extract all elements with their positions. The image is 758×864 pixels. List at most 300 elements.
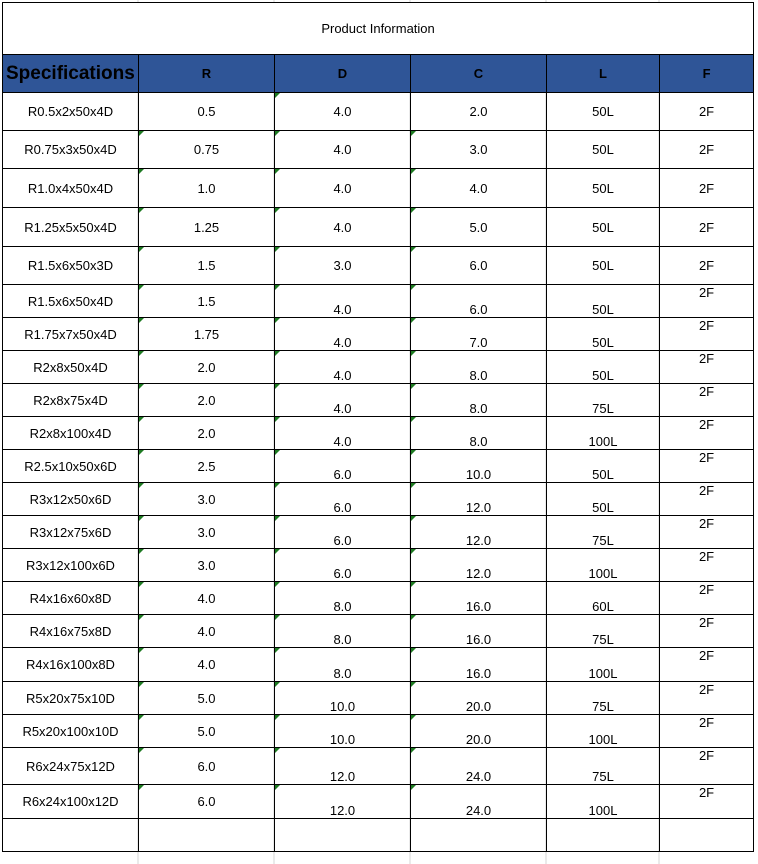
cell-text: 16.0: [465, 599, 492, 614]
empty-cell[interactable]: [275, 819, 411, 852]
f-cell[interactable]: [660, 131, 754, 169]
number-as-text-indicator-icon: [139, 131, 144, 136]
d-cell[interactable]: [275, 648, 411, 682]
number-as-text-indicator-icon: [139, 417, 144, 422]
d-cell[interactable]: [275, 351, 411, 384]
cell-text: 0.75: [193, 142, 220, 157]
cell-text: 6.0: [197, 758, 216, 774]
header-row: [3, 55, 754, 93]
c-cell[interactable]: [411, 516, 547, 549]
cell-text: 8.0: [333, 599, 352, 614]
cell-text: 10.0: [329, 699, 356, 714]
cell-text: R1.75x7x50x4D: [24, 326, 117, 342]
table-row: [3, 417, 754, 450]
r-cell[interactable]: [139, 785, 275, 819]
c-cell[interactable]: [411, 247, 547, 285]
spec-cell[interactable]: [3, 285, 139, 318]
cell-text: 0.5: [197, 104, 216, 119]
number-as-text-indicator-icon: [411, 384, 416, 389]
number-as-text-indicator-icon: [411, 615, 416, 620]
number-as-text-indicator-icon: [139, 785, 144, 790]
number-as-text-indicator-icon: [275, 615, 280, 620]
d-cell[interactable]: [275, 615, 411, 648]
spec-cell[interactable]: [3, 131, 139, 169]
cell-text: 75L: [592, 769, 614, 784]
l-cell[interactable]: [547, 351, 660, 384]
number-as-text-indicator-icon: [275, 285, 280, 290]
number-as-text-indicator-icon: [139, 582, 144, 587]
cell-text: R4x16x100x8D: [26, 657, 115, 672]
l-cell[interactable]: [547, 785, 660, 819]
spec-cell[interactable]: [3, 169, 139, 208]
d-cell[interactable]: [275, 131, 411, 169]
cell-text: 1.25: [193, 219, 220, 235]
cell-text: 10.0: [465, 467, 492, 482]
number-as-text-indicator-icon: [139, 247, 144, 252]
number-as-text-indicator-icon: [139, 450, 144, 455]
r-cell[interactable]: [139, 131, 275, 169]
r-cell[interactable]: [139, 351, 275, 384]
d-cell[interactable]: [275, 318, 411, 351]
table-row: [3, 483, 754, 516]
f-cell[interactable]: [660, 682, 754, 715]
cell-text: 2F: [698, 180, 715, 196]
l-cell[interactable]: [547, 582, 660, 615]
r-cell[interactable]: [139, 715, 275, 748]
f-cell[interactable]: [660, 417, 754, 450]
f-cell[interactable]: [660, 208, 754, 247]
table-body: [3, 93, 754, 852]
c-cell[interactable]: [411, 682, 547, 715]
cell-text: 2F: [698, 450, 715, 465]
cell-text: 8.0: [469, 434, 488, 449]
cell-text: 6.0: [333, 467, 352, 482]
cell-text: 2F: [698, 384, 715, 399]
f-cell[interactable]: [660, 247, 754, 285]
number-as-text-indicator-icon: [139, 682, 144, 687]
cell-text: 5.0: [197, 723, 216, 739]
spec-cell[interactable]: [3, 615, 139, 648]
cell-text: 2F: [698, 549, 715, 564]
f-cell[interactable]: [660, 549, 754, 582]
cell-text: R4x16x60x8D: [29, 590, 112, 606]
number-as-text-indicator-icon: [275, 648, 280, 653]
r-cell[interactable]: [139, 247, 275, 285]
c-cell[interactable]: [411, 131, 547, 169]
l-cell[interactable]: [547, 748, 660, 785]
cell-text: 50L: [592, 335, 614, 350]
c-cell[interactable]: [411, 93, 547, 131]
number-as-text-indicator-icon: [139, 516, 144, 521]
cell-text: R2x8x75x4D: [33, 392, 108, 408]
number-as-text-indicator-icon: [411, 483, 416, 488]
cell-text: 2.0: [197, 425, 216, 441]
table-row: [3, 615, 754, 648]
cell-text: 3.0: [197, 524, 216, 540]
cell-text: R0.5x2x50x4D: [27, 104, 114, 119]
f-cell[interactable]: [660, 516, 754, 549]
number-as-text-indicator-icon: [139, 285, 144, 290]
cell-text: 50L: [592, 142, 614, 157]
cell-text: 8.0: [333, 632, 352, 647]
number-as-text-indicator-icon: [139, 318, 144, 323]
number-as-text-indicator-icon: [411, 318, 416, 323]
r-cell[interactable]: [139, 208, 275, 247]
r-cell[interactable]: [139, 748, 275, 785]
number-as-text-indicator-icon: [411, 247, 416, 252]
d-cell[interactable]: [275, 582, 411, 615]
empty-cell[interactable]: [411, 819, 547, 852]
cell-text: 16.0: [465, 666, 492, 681]
cell-text: 6.0: [197, 794, 216, 809]
cell-text: 6.0: [333, 566, 352, 581]
r-cell[interactable]: [139, 318, 275, 351]
l-cell[interactable]: [547, 648, 660, 682]
cell-text: 4.0: [469, 180, 488, 196]
r-cell[interactable]: [139, 384, 275, 417]
table-row: [3, 247, 754, 285]
number-as-text-indicator-icon: [411, 682, 416, 687]
c-cell[interactable]: [411, 285, 547, 318]
cell-text: R3x12x50x6D: [29, 491, 112, 507]
l-cell[interactable]: [547, 417, 660, 450]
spec-cell[interactable]: [3, 351, 139, 384]
d-cell[interactable]: [275, 748, 411, 785]
c-cell[interactable]: [411, 582, 547, 615]
empty-cell[interactable]: [660, 819, 754, 852]
c-cell[interactable]: [411, 715, 547, 748]
number-as-text-indicator-icon: [139, 748, 144, 753]
cell-text: 6.0: [469, 302, 488, 317]
r-cell[interactable]: [139, 93, 275, 131]
number-as-text-indicator-icon: [139, 351, 144, 356]
header-d[interactable]: D: [275, 55, 411, 93]
cell-text: 3.0: [197, 491, 216, 507]
cell-text: 3.0: [197, 557, 216, 573]
header-l[interactable]: L: [547, 55, 660, 93]
cell-text: 20.0: [465, 699, 492, 714]
d-cell[interactable]: [275, 682, 411, 715]
number-as-text-indicator-icon: [411, 516, 416, 521]
cell-text: 2.5: [197, 458, 216, 474]
number-as-text-indicator-icon: [275, 131, 280, 136]
table-row: [3, 208, 754, 247]
table-row: [3, 648, 754, 682]
cell-text: R5x20x75x10D: [26, 690, 115, 706]
cell-text: 3.0: [469, 142, 488, 157]
d-cell[interactable]: [275, 208, 411, 247]
cell-text: 2F: [698, 417, 715, 432]
r-cell[interactable]: [139, 516, 275, 549]
table-row: [3, 351, 754, 384]
header-f[interactable]: F: [660, 55, 754, 93]
spec-cell[interactable]: [3, 748, 139, 785]
l-cell[interactable]: [547, 682, 660, 715]
cell-text: 2F: [698, 258, 715, 273]
cell-text: 2F: [698, 483, 715, 498]
table-row: [3, 169, 754, 208]
number-as-text-indicator-icon: [275, 483, 280, 488]
cell-text: 2F: [698, 748, 715, 763]
empty-cell[interactable]: [547, 819, 660, 852]
cell-text: 24.0: [465, 803, 492, 818]
d-cell[interactable]: [275, 483, 411, 516]
number-as-text-indicator-icon: [139, 208, 144, 213]
f-cell[interactable]: [660, 318, 754, 351]
cell-text: 6.0: [469, 258, 488, 273]
spec-cell[interactable]: [3, 715, 139, 748]
spec-cell[interactable]: [3, 93, 139, 131]
c-cell[interactable]: [411, 318, 547, 351]
cell-text: 2F: [698, 351, 715, 366]
l-cell[interactable]: [547, 285, 660, 318]
number-as-text-indicator-icon: [139, 549, 144, 554]
cell-text: 60L: [592, 599, 614, 614]
cell-text: R4x16x75x8D: [29, 623, 112, 639]
c-cell[interactable]: [411, 785, 547, 819]
number-as-text-indicator-icon: [275, 748, 280, 753]
f-cell[interactable]: [660, 582, 754, 615]
cell-text: 2F: [698, 648, 715, 663]
d-cell[interactable]: [275, 285, 411, 318]
cell-text: 2F: [698, 104, 715, 119]
c-cell[interactable]: [411, 208, 547, 247]
d-cell[interactable]: [275, 169, 411, 208]
spec-cell[interactable]: [3, 582, 139, 615]
cell-text: 6.0: [333, 500, 352, 515]
c-cell[interactable]: [411, 549, 547, 582]
f-cell[interactable]: [660, 93, 754, 131]
cell-text: R2x8x50x4D: [33, 359, 108, 375]
cell-text: 16.0: [465, 632, 492, 647]
spec-cell[interactable]: [3, 450, 139, 483]
spec-cell[interactable]: [3, 516, 139, 549]
spec-cell[interactable]: [3, 483, 139, 516]
f-cell[interactable]: [660, 483, 754, 516]
f-cell[interactable]: [660, 748, 754, 785]
cell-text: 2F: [698, 219, 715, 235]
number-as-text-indicator-icon: [139, 715, 144, 720]
empty-row: [3, 819, 754, 852]
number-as-text-indicator-icon: [275, 208, 280, 213]
spec-cell[interactable]: [3, 785, 139, 819]
cell-text: R1.0x4x50x4D: [27, 180, 114, 196]
cell-text: 75L: [592, 533, 614, 548]
cell-text: 50L: [592, 467, 614, 482]
f-cell[interactable]: [660, 785, 754, 819]
cell-text: R3x12x75x6D: [29, 524, 112, 540]
table-row: [3, 131, 754, 169]
cell-text: 1.0: [197, 180, 216, 196]
cell-text: 2F: [698, 516, 715, 531]
f-cell[interactable]: [660, 351, 754, 384]
number-as-text-indicator-icon: [411, 131, 416, 136]
cell-text: 8.0: [469, 401, 488, 416]
spec-cell[interactable]: [3, 648, 139, 682]
cell-text: 4.0: [333, 335, 352, 350]
cell-text: 12.0: [329, 769, 356, 784]
cell-text: 4.0: [333, 368, 352, 383]
c-cell[interactable]: [411, 351, 547, 384]
cell-text: R5x20x100x10D: [22, 723, 119, 739]
cell-text: 4.0: [197, 590, 216, 606]
r-cell[interactable]: [139, 648, 275, 682]
number-as-text-indicator-icon: [275, 549, 280, 554]
table-row: [3, 582, 754, 615]
cell-text: 8.0: [333, 666, 352, 681]
f-cell[interactable]: [660, 169, 754, 208]
l-cell[interactable]: [547, 615, 660, 648]
header-specifications[interactable]: Specifications: [3, 55, 139, 93]
cell-text: R1.5x6x50x4D: [27, 293, 114, 309]
r-cell[interactable]: [139, 450, 275, 483]
cell-text: 4.0: [333, 180, 352, 196]
cell-text: 50L: [592, 500, 614, 515]
cell-text: 2.0: [197, 359, 216, 375]
number-as-text-indicator-icon: [275, 785, 280, 790]
cell-text: 4.0: [333, 434, 352, 449]
l-cell[interactable]: [547, 247, 660, 285]
l-cell[interactable]: [547, 715, 660, 748]
l-cell[interactable]: [547, 450, 660, 483]
cell-text: 100L: [588, 666, 618, 681]
r-cell[interactable]: [139, 549, 275, 582]
number-as-text-indicator-icon: [275, 715, 280, 720]
spec-cell[interactable]: [3, 384, 139, 417]
table-title[interactable]: Product Information: [3, 3, 754, 55]
number-as-text-indicator-icon: [139, 615, 144, 620]
cell-text: 50L: [592, 258, 614, 273]
cell-text: 20.0: [465, 732, 492, 747]
c-cell[interactable]: [411, 648, 547, 682]
spec-cell[interactable]: [3, 318, 139, 351]
cell-text: 2F: [698, 318, 715, 333]
d-cell[interactable]: [275, 417, 411, 450]
c-cell[interactable]: [411, 615, 547, 648]
r-cell[interactable]: [139, 682, 275, 715]
number-as-text-indicator-icon: [411, 549, 416, 554]
f-cell[interactable]: [660, 615, 754, 648]
cell-text: 8.0: [469, 368, 488, 383]
cell-text: 5.0: [469, 219, 488, 235]
d-cell[interactable]: [275, 549, 411, 582]
c-cell[interactable]: [411, 384, 547, 417]
cell-text: 75L: [592, 632, 614, 647]
number-as-text-indicator-icon: [275, 318, 280, 323]
table-row: [3, 450, 754, 483]
number-as-text-indicator-icon: [411, 582, 416, 587]
cell-text: 6.0: [333, 533, 352, 548]
number-as-text-indicator-icon: [275, 93, 280, 98]
r-cell[interactable]: [139, 582, 275, 615]
l-cell[interactable]: [547, 483, 660, 516]
cell-text: 4.0: [333, 142, 352, 157]
cell-text: R0.75x3x50x4D: [24, 142, 117, 157]
f-cell[interactable]: [660, 648, 754, 682]
header-r[interactable]: R: [139, 55, 275, 93]
cell-text: 24.0: [465, 769, 492, 784]
table-row: [3, 516, 754, 549]
spec-cell[interactable]: [3, 549, 139, 582]
cell-text: 12.0: [465, 533, 492, 548]
cell-text: 75L: [592, 401, 614, 416]
r-cell[interactable]: [139, 417, 275, 450]
l-cell[interactable]: [547, 93, 660, 131]
c-cell[interactable]: [411, 450, 547, 483]
cell-text: 4.0: [333, 219, 352, 235]
number-as-text-indicator-icon: [139, 169, 144, 174]
spec-cell[interactable]: [3, 247, 139, 285]
d-cell[interactable]: [275, 247, 411, 285]
d-cell[interactable]: [275, 384, 411, 417]
l-cell[interactable]: [547, 516, 660, 549]
number-as-text-indicator-icon: [411, 351, 416, 356]
cell-text: 100L: [588, 566, 618, 581]
l-cell[interactable]: [547, 318, 660, 351]
spec-cell[interactable]: [3, 417, 139, 450]
r-cell[interactable]: [139, 483, 275, 516]
cell-text: 100L: [588, 732, 618, 747]
f-cell[interactable]: [660, 715, 754, 748]
cell-text: 12.0: [465, 500, 492, 515]
f-cell[interactable]: [660, 450, 754, 483]
l-cell[interactable]: [547, 384, 660, 417]
cell-text: 100L: [588, 803, 618, 818]
cell-text: 4.0: [197, 623, 216, 639]
d-cell[interactable]: [275, 516, 411, 549]
header-c[interactable]: C: [411, 55, 547, 93]
l-cell[interactable]: [547, 169, 660, 208]
d-cell[interactable]: [275, 93, 411, 131]
c-cell[interactable]: [411, 483, 547, 516]
cell-text: 2F: [698, 785, 715, 800]
c-cell[interactable]: [411, 748, 547, 785]
cell-text: 7.0: [469, 335, 488, 350]
cell-text: 50L: [592, 180, 614, 196]
spec-cell[interactable]: [3, 208, 139, 247]
d-cell[interactable]: [275, 715, 411, 748]
cell-text: 10.0: [329, 732, 356, 747]
spec-cell[interactable]: [3, 682, 139, 715]
r-cell[interactable]: [139, 615, 275, 648]
l-cell[interactable]: [547, 549, 660, 582]
cell-text: 1.5: [197, 293, 216, 309]
empty-cell[interactable]: [139, 819, 275, 852]
l-cell[interactable]: [547, 131, 660, 169]
number-as-text-indicator-icon: [411, 169, 416, 174]
r-cell[interactable]: [139, 285, 275, 318]
number-as-text-indicator-icon: [275, 682, 280, 687]
cell-text: R2x8x100x4D: [29, 425, 112, 441]
f-cell[interactable]: [660, 285, 754, 318]
table-row: [3, 318, 754, 351]
d-cell[interactable]: [275, 450, 411, 483]
l-cell[interactable]: [547, 208, 660, 247]
cell-text: 2F: [698, 715, 715, 730]
number-as-text-indicator-icon: [275, 582, 280, 587]
r-cell[interactable]: [139, 169, 275, 208]
c-cell[interactable]: [411, 417, 547, 450]
number-as-text-indicator-icon: [411, 208, 416, 213]
f-cell[interactable]: [660, 384, 754, 417]
cell-text: 4.0: [333, 401, 352, 416]
empty-cell[interactable]: [3, 819, 139, 852]
cell-text: 2F: [698, 582, 715, 597]
d-cell[interactable]: [275, 785, 411, 819]
cell-text: 2.0: [469, 104, 488, 119]
c-cell[interactable]: [411, 169, 547, 208]
cell-text: 2F: [698, 142, 715, 157]
